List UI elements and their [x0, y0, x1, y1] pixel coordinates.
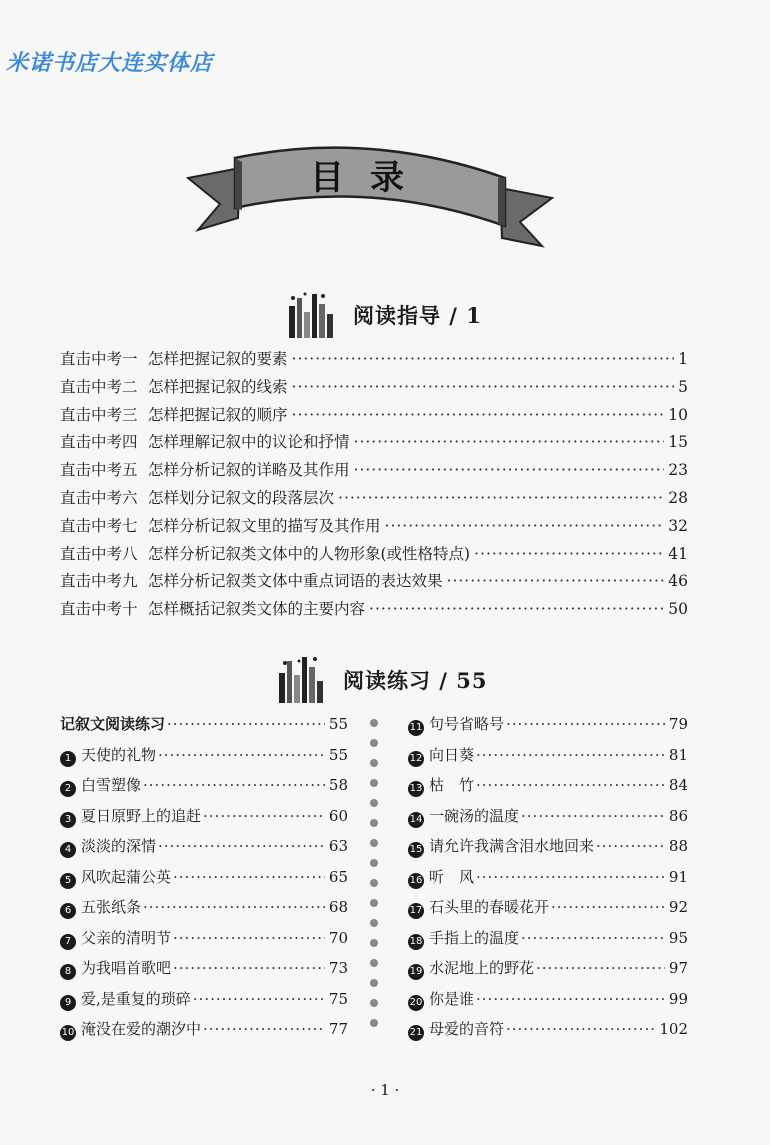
entry-title: 夏日原野上的追赶 — [81, 806, 202, 825]
entry-page: 23 — [668, 461, 688, 480]
entry-page: 32 — [668, 516, 688, 535]
entry-page: 41 — [668, 544, 688, 563]
dotted-divider — [363, 713, 385, 1043]
entry-title: 你是谁 — [429, 989, 475, 1008]
toc-entry[interactable] — [408, 927, 688, 958]
toc-entry[interactable] — [408, 774, 688, 805]
toc-entry[interactable] — [60, 1018, 348, 1049]
entry-prefix: 直击中考一 — [60, 350, 138, 368]
toc-entry[interactable] — [408, 713, 688, 744]
entry-title: 怎样把握记叙的线索 — [148, 377, 288, 396]
entry-number-badge: 14 — [408, 812, 424, 828]
dot-leader — [476, 776, 665, 794]
page-number: · 1 · — [370, 1081, 400, 1099]
guide-toc-list — [60, 347, 688, 625]
entry-page: 55 — [328, 745, 348, 764]
entry-number-badge: 15 — [408, 842, 424, 858]
entry-title: 白雪塑像 — [81, 776, 142, 794]
dot-leader — [447, 572, 665, 590]
toc-entry[interactable] — [60, 744, 348, 775]
entry-number-badge: 5 — [60, 873, 76, 889]
entry-number-badge: 19 — [408, 964, 424, 980]
entry-page: 81 — [668, 745, 688, 764]
dot-leader — [596, 837, 665, 855]
contents-title: 目录 — [310, 158, 430, 198]
toc-entry[interactable] — [60, 927, 348, 958]
entry-page: 99 — [668, 989, 688, 1008]
entry-prefix: 直击中考十 — [60, 600, 138, 619]
entry-page: 75 — [328, 989, 348, 1008]
entry-title: 怎样划分记叙文的段落层次 — [148, 488, 335, 507]
entry-title: 怎样理解记叙中的议论和抒情 — [148, 433, 350, 452]
toc-entry[interactable] — [60, 403, 688, 431]
toc-entry[interactable] — [408, 744, 688, 775]
practice-toc-right — [408, 713, 688, 1049]
entry-number-badge: 1 — [60, 751, 76, 767]
toc-entry[interactable] — [60, 542, 688, 570]
entry-title: 向日葵 — [429, 745, 475, 764]
bars-icon — [273, 655, 329, 705]
toc-entry[interactable] — [60, 713, 348, 744]
entry-title: 请允许我满含泪水地回来 — [429, 837, 595, 855]
guide-heading-text: 阅读指导 / 1 — [353, 303, 482, 328]
entry-page: 63 — [328, 837, 348, 855]
entry-prefix: 直击中考三 — [60, 405, 138, 424]
dot-leader — [173, 959, 325, 977]
entry-number-badge: 6 — [60, 903, 76, 919]
toc-entry[interactable] — [408, 896, 688, 927]
entry-title: 手指上的温度 — [429, 928, 520, 947]
entry-title: 怎样分析记叙类文体中的人物形象(或性格特点) — [148, 544, 471, 563]
toc-entry[interactable] — [60, 957, 348, 988]
toc-entry[interactable] — [60, 430, 688, 458]
entry-prefix: 直击中考四 — [60, 433, 138, 452]
dot-leader — [167, 715, 325, 733]
dot-leader — [143, 776, 325, 794]
entry-title: 石头里的春暖花开 — [429, 898, 550, 916]
toc-entry[interactable] — [408, 835, 688, 866]
entry-prefix: 直击中考九 — [60, 572, 138, 591]
entry-number-badge: 16 — [408, 873, 424, 889]
dot-leader — [158, 837, 325, 855]
entry-page: 46 — [668, 572, 688, 591]
toc-entry[interactable] — [60, 988, 348, 1019]
entry-title: 句号省略号 — [429, 715, 505, 733]
dot-leader — [551, 898, 665, 916]
dot-leader — [292, 378, 675, 396]
dot-leader — [521, 807, 665, 825]
entry-title: 天使的礼物 — [81, 745, 157, 764]
entry-page: 60 — [328, 806, 348, 825]
entry-page: 97 — [668, 959, 688, 977]
entry-title: 怎样把握记叙的顺序 — [148, 405, 288, 424]
dot-leader — [158, 746, 325, 764]
entry-number-badge: 10 — [60, 1025, 76, 1041]
dot-leader — [173, 868, 325, 886]
entry-number-badge: 3 — [60, 812, 76, 828]
toc-entry[interactable] — [60, 458, 688, 486]
dot-leader — [369, 600, 664, 618]
dot-leader — [476, 990, 665, 1008]
entry-number-badge: 21 — [408, 1025, 424, 1041]
entry-number-badge: 12 — [408, 751, 424, 767]
entry-title: 记叙文阅读练习 — [60, 715, 166, 733]
entry-page: 77 — [328, 1020, 348, 1038]
entry-title: 怎样分析记叙类文体中重点词语的表达效果 — [148, 572, 443, 591]
toc-entry[interactable] — [60, 486, 688, 514]
entry-page: 5 — [678, 377, 688, 396]
entry-number-badge: 18 — [408, 934, 424, 950]
entry-title: 五张纸条 — [81, 898, 142, 916]
dot-leader — [506, 715, 665, 733]
toc-entry[interactable] — [60, 514, 688, 542]
entry-title: 爱,是重复的琐碎 — [81, 989, 191, 1008]
dot-leader — [338, 489, 664, 507]
entry-title: 为我唱首歌吧 — [81, 959, 172, 977]
entry-page: 15 — [668, 433, 688, 452]
entry-title: 枯 竹 — [429, 776, 475, 794]
entry-page: 1 — [678, 350, 688, 368]
entry-title: 怎样概括记叙类文体的主要内容 — [148, 600, 366, 619]
entry-page: 91 — [668, 867, 688, 886]
entry-page: 55 — [328, 715, 348, 733]
entry-page: 79 — [668, 715, 688, 733]
entry-title: 风吹起蒲公英 — [81, 867, 172, 886]
entry-page: 95 — [668, 928, 688, 947]
toc-entry[interactable] — [60, 896, 348, 927]
entry-prefix: 直击中考七 — [60, 516, 138, 535]
entry-page: 102 — [659, 1020, 688, 1038]
entry-number-badge: 11 — [408, 720, 424, 736]
entry-number-badge: 2 — [60, 781, 76, 797]
entry-prefix: 直击中考六 — [60, 488, 138, 507]
dot-leader — [193, 990, 325, 1008]
toc-entry[interactable] — [60, 597, 688, 625]
toc-entry[interactable] — [408, 805, 688, 836]
entry-prefix: 直击中考五 — [60, 461, 138, 480]
entry-page: 28 — [668, 488, 688, 507]
toc-entry[interactable] — [60, 375, 688, 403]
entry-page: 65 — [328, 867, 348, 886]
entry-page: 86 — [668, 806, 688, 825]
entry-title: 怎样把握记叙的要素 — [148, 350, 288, 368]
toc-entry[interactable] — [408, 957, 688, 988]
entry-title: 父亲的清明节 — [81, 928, 172, 947]
practice-heading-text: 阅读练习 / 55 — [343, 668, 488, 693]
toc-entry[interactable] — [60, 835, 348, 866]
dot-leader — [354, 433, 665, 451]
entry-title: 听 风 — [429, 867, 475, 886]
toc-entry[interactable] — [408, 988, 688, 1019]
dot-leader — [354, 461, 665, 479]
entry-number-badge: 8 — [60, 964, 76, 980]
dot-leader — [506, 1020, 655, 1038]
dot-leader — [143, 898, 325, 916]
entry-number-badge: 20 — [408, 995, 424, 1011]
entry-number-badge: 17 — [408, 903, 424, 919]
entry-page: 84 — [668, 776, 688, 794]
toc-entry[interactable] — [408, 1018, 688, 1049]
entry-page: 68 — [328, 898, 348, 916]
toc-entry[interactable] — [60, 866, 348, 897]
toc-entry[interactable] — [408, 866, 688, 897]
entry-page: 73 — [328, 959, 348, 977]
contents-banner — [180, 138, 560, 248]
entry-page: 50 — [668, 600, 688, 619]
practice-section-heading — [273, 655, 488, 705]
entry-title: 怎样分析记叙的详略及其作用 — [148, 461, 350, 480]
entry-page: 70 — [328, 928, 348, 947]
dot-leader — [476, 746, 665, 764]
entry-prefix: 直击中考二 — [60, 377, 138, 396]
entry-number-badge: 4 — [60, 842, 76, 858]
entry-number-badge: 13 — [408, 781, 424, 797]
dot-leader — [474, 545, 664, 563]
entry-page: 58 — [328, 776, 348, 794]
entry-title: 母爱的音符 — [429, 1020, 505, 1038]
entry-title: 怎样分析记叙文里的描写及其作用 — [148, 516, 381, 535]
dot-leader — [476, 868, 665, 886]
entry-page: 88 — [668, 837, 688, 855]
entry-title: 水泥地上的野花 — [429, 959, 535, 977]
dot-leader — [521, 929, 665, 947]
dot-leader — [385, 517, 665, 535]
entry-number-badge: 7 — [60, 934, 76, 950]
toc-entry[interactable] — [60, 347, 688, 375]
entry-page: 92 — [668, 898, 688, 916]
dot-leader — [292, 350, 675, 368]
entry-prefix: 直击中考八 — [60, 544, 138, 563]
dot-leader — [203, 807, 325, 825]
entry-title: 淹没在爱的潮汐中 — [81, 1020, 202, 1038]
entry-page: 10 — [668, 405, 688, 424]
guide-section-heading — [283, 290, 482, 340]
toc-entry[interactable] — [60, 805, 348, 836]
entry-title: 一碗汤的温度 — [429, 806, 520, 825]
practice-toc-left — [60, 713, 348, 1049]
toc-entry[interactable] — [60, 569, 688, 597]
toc-entry[interactable] — [60, 774, 348, 805]
dot-leader — [536, 959, 665, 977]
store-watermark: 米诺书店大连实体店 — [6, 51, 214, 76]
dot-leader — [173, 929, 325, 947]
bars-icon — [283, 290, 339, 340]
dot-leader — [203, 1020, 325, 1038]
entry-number-badge: 9 — [60, 995, 76, 1011]
dot-leader — [292, 406, 665, 424]
entry-title: 淡淡的深情 — [81, 837, 157, 855]
